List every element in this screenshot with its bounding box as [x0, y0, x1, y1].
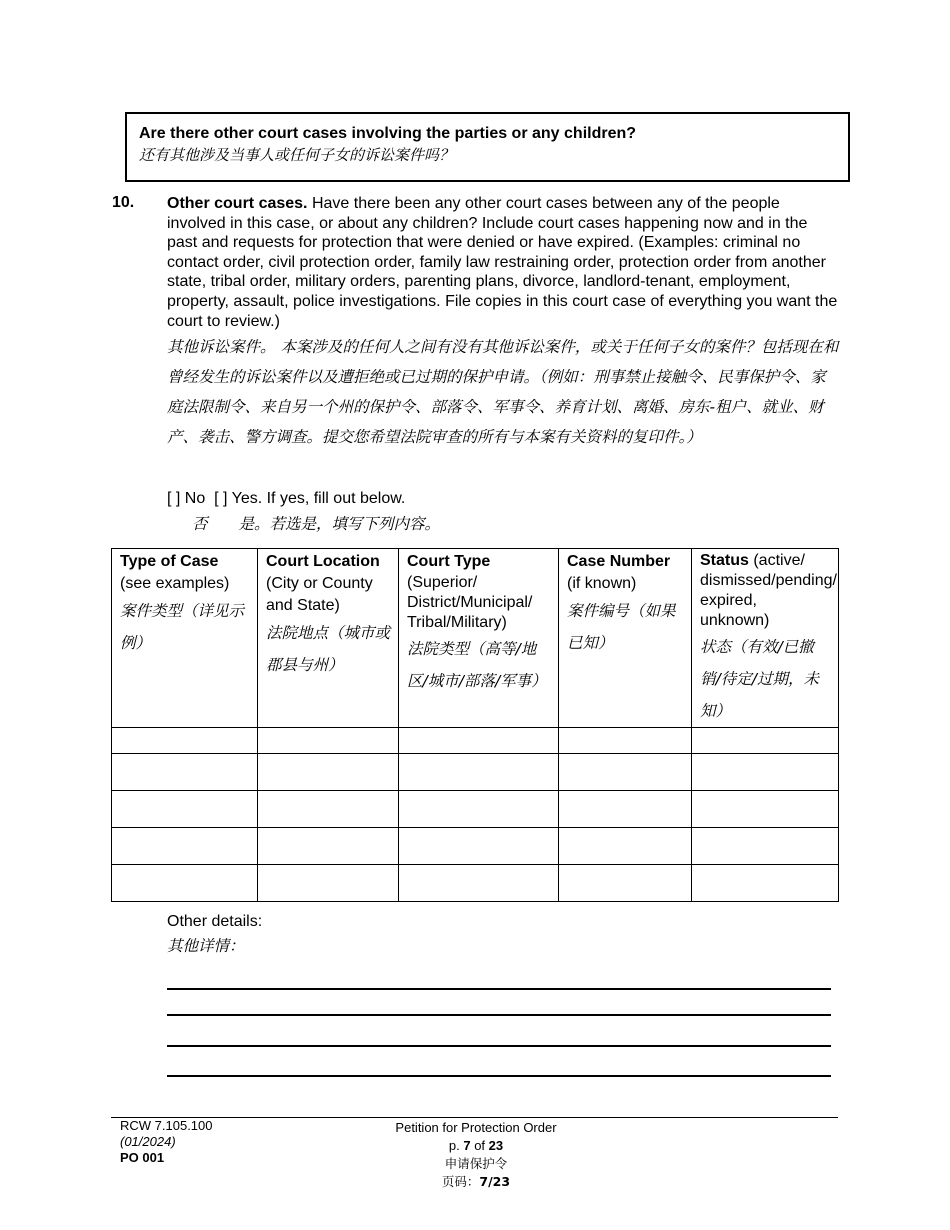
table-cell[interactable]	[112, 754, 258, 791]
table-cell[interactable]	[559, 728, 692, 754]
footer-divider	[111, 1117, 838, 1118]
section-number: 10.	[112, 194, 135, 211]
table-cell[interactable]	[258, 728, 399, 754]
table-header-row	[112, 549, 839, 728]
column-case-number: Case Number (if known) 案件编号（如果已知）	[559, 549, 692, 728]
table-row	[112, 791, 839, 828]
table-cell[interactable]	[692, 865, 839, 902]
table-cell[interactable]	[399, 828, 559, 865]
other-details-label-zh: 其他详情：	[167, 937, 245, 955]
court-cases-table	[111, 548, 839, 902]
table-cell[interactable]	[692, 791, 839, 828]
table-cell[interactable]	[112, 728, 258, 754]
table-cell[interactable]	[559, 791, 692, 828]
other-details-line[interactable]	[167, 1075, 831, 1077]
table-row	[112, 828, 839, 865]
footer-page-zh: 页码：7/23	[441, 1174, 511, 1189]
column-court-location: Court Location (City or County and State) 法院地点（城市或郡县与州）	[258, 549, 399, 728]
yes-no-zh: 否 是。若选是，填写下列内容。	[192, 515, 441, 533]
column-court-type: Court Type (Superior/ District/Municipal/ Tribal/Military) 法院类型（高等/地区/城市/部落/军事）	[399, 549, 559, 728]
footer-form-info	[120, 1118, 213, 1166]
table-cell[interactable]	[559, 754, 692, 791]
table-cell[interactable]	[258, 828, 399, 865]
table-cell[interactable]	[258, 754, 399, 791]
table-cell[interactable]	[399, 865, 559, 902]
table-cell[interactable]	[399, 728, 559, 754]
table-cell[interactable]	[112, 865, 258, 902]
footer-title-block	[376, 1119, 576, 1191]
section-heading: Other court cases.	[167, 195, 308, 212]
other-details-label: Other details:	[167, 913, 263, 930]
column-status: Status (active/ dismissed/pending/ expired, unknown) 状态（有效/已撤销/待定/过期，未知）	[692, 549, 839, 728]
question-text: Are there other court cases involving the parties or any children?	[139, 125, 637, 142]
other-details-line[interactable]	[167, 1045, 831, 1047]
table-cell[interactable]	[399, 754, 559, 791]
footer-form-number: PO 001	[120, 1150, 165, 1165]
table-row	[112, 754, 839, 791]
footer-title-zh: 申请保护令	[444, 1156, 508, 1171]
table-cell[interactable]	[258, 791, 399, 828]
question-text-zh: 还有其他涉及当事人或任何子女的诉讼案件吗？	[139, 146, 455, 164]
table-cell[interactable]	[692, 728, 839, 754]
section-text-zh: 其他诉讼案件。 本案涉及的任何人之间有没有其他诉讼案件，或关于任何子女的案件？包括现在和曾经发生的诉讼案件以及遭拒绝或已过期的保护申请。（例如：刑事禁止接触令、民事保护令、家庭法限制令、来自另一个州的保护令、部落令、军事令、养育计划、离婚、房东-租户、就业、财产、袭击、警方调查。提交您希望法院审查的所有与本案有关资料的复印件。）	[167, 338, 839, 446]
table-cell[interactable]	[559, 828, 692, 865]
table-cell[interactable]	[112, 791, 258, 828]
table-cell[interactable]	[559, 865, 692, 902]
table-cell[interactable]	[112, 828, 258, 865]
section-body	[167, 194, 839, 452]
table-cell[interactable]	[258, 865, 399, 902]
table-cell[interactable]	[692, 754, 839, 791]
section-text	[167, 194, 839, 331]
other-details-line[interactable]	[167, 988, 831, 990]
column-type-of-case: Type of Case (see examples) 案件类型（详见示例）	[112, 549, 258, 728]
table-cell[interactable]	[692, 828, 839, 865]
table-cell[interactable]	[399, 791, 559, 828]
yes-no-checkboxes[interactable]: [ ] No [ ] Yes. If yes, fill out below.	[167, 490, 406, 507]
table-row	[112, 728, 839, 754]
footer-date: (01/2024)	[120, 1134, 176, 1149]
footer-statute: RCW 7.105.100	[120, 1118, 213, 1133]
other-details-line[interactable]	[167, 1014, 831, 1016]
footer-title: Petition for Protection Order	[395, 1120, 557, 1135]
footer-page: p. 7 of 23	[448, 1138, 504, 1153]
question-box	[125, 112, 850, 182]
section-description: Have there been any other court cases between any of the people involved in this case, or about any children? Include court cases happening now and in the past and requests for protection that were denied or have expired. (Examples: criminal no contact order, civil protection order, family law restraining order, protection order from another state, tribal order, military orders, parenting plans, divorce, landlord-tenant, employment, property, assault, police investigations. File copies in this court case of everything you want the court to review.)	[167, 195, 838, 330]
table-row	[112, 865, 839, 902]
